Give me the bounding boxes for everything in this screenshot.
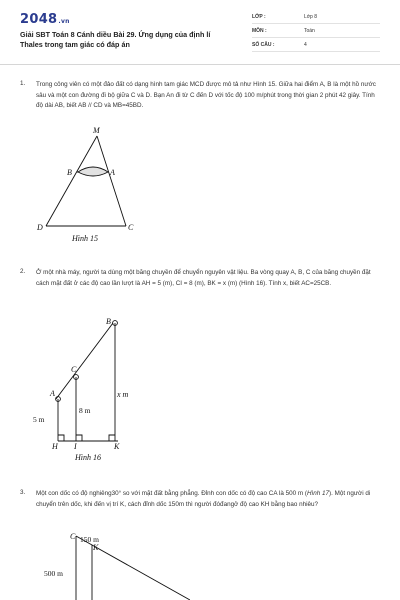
meta-row-subject — [252, 26, 380, 38]
conveyor-belt — [56, 323, 113, 399]
meta-label: SỐ CÂU : — [252, 42, 275, 48]
right-angle-h — [58, 435, 64, 441]
meta-row-count — [252, 40, 380, 52]
problem-number: 2. — [20, 268, 26, 275]
document-header — [20, 12, 380, 62]
meta-label: MÔN : — [252, 28, 267, 34]
header-divider — [0, 64, 400, 65]
figure-caption: Hình 16 — [75, 453, 101, 462]
label-m: M — [93, 126, 100, 135]
problem-text: Trong công viên có một đảo đất có dạng hình tam giác MCD được mô tả như Hình 15. Giữa hai điểm A, B là một hồ nước sâu và một con đường đi bộ giữa C và D. Bạn An đi từ C đến D với tốc độ 100 m/phút trong thời gian 2 phút 42 giây. Tính độ dài AB, biết AB // CD và MB=45BD. — [36, 81, 376, 109]
figure-reference: Hình 17 — [306, 490, 329, 497]
label-ck-length: 150 m — [80, 535, 99, 544]
label-bk-length: x m — [117, 390, 129, 399]
label-a: A — [110, 168, 115, 177]
site-logo[interactable] — [20, 12, 70, 27]
label-i: I — [74, 442, 77, 451]
label-ci-length: 8 m — [79, 406, 91, 415]
label-ah-length: 5 m — [33, 415, 45, 424]
figure-17 — [30, 528, 190, 600]
document-title: Giải SBT Toán 8 Cánh diều Bài 29. Ứng dụng của định lí Thales trong tam giác có đáp án — [20, 30, 211, 49]
problem-number: 3. — [20, 489, 26, 496]
label-c: C — [128, 223, 134, 232]
label-b: B — [67, 168, 72, 177]
meta-value: Lớp 8 — [304, 14, 318, 20]
problem-text-part: Một con dốc có độ nghiêng30° so với mặt đất bằng phẳng. Đỉnh con dốc có độ cao CA là 500 m ( — [36, 490, 307, 497]
label-c: C — [71, 365, 77, 374]
lake-shape — [78, 167, 108, 176]
meta-row-class — [252, 12, 380, 24]
problem-text: Ở một nhà máy, người ta dùng một băng chuyền để chuyển nguyên vật liệu. Ba vòng quay A, B, C của băng chuyền đặt cách mặt đất ở các độ cao lần lượt là AH = 5 (m), CI = 8 (m), BK = x (m) (Hình 16). Tính x, biết AC=25CB. — [36, 269, 371, 287]
label-k: K — [114, 442, 120, 451]
right-angle-k — [109, 435, 115, 441]
logo-suffix: .vn — [58, 18, 70, 25]
problem-text — [36, 489, 380, 510]
logo-text: 2048 — [20, 12, 58, 27]
problem-number: 1. — [20, 80, 26, 87]
label-ca-length: 500 m — [44, 569, 63, 578]
label-h: H — [52, 442, 58, 451]
meta-value: Toán — [304, 28, 315, 34]
right-angle-i — [76, 435, 82, 441]
label-d: D — [37, 223, 43, 232]
label-k: K — [93, 543, 99, 552]
figure-caption: Hình 15 — [72, 234, 98, 243]
figure-15 — [30, 122, 140, 246]
document-meta — [252, 12, 380, 54]
problem-text-part: ). Một người di chuyển trên dốc, khi đến vị trí K, cách đỉnh dốc 150m thì người đóđangở độ cao KH bằng bao nhiêu? — [36, 490, 371, 508]
label-b: B — [106, 317, 111, 326]
meta-label: LỚP : — [252, 14, 266, 20]
meta-value: 4 — [304, 42, 307, 48]
side-mc — [97, 136, 126, 226]
label-a: A — [50, 389, 55, 398]
figure-16 — [30, 314, 140, 464]
label-c: C — [70, 532, 76, 541]
side-md — [46, 136, 97, 226]
